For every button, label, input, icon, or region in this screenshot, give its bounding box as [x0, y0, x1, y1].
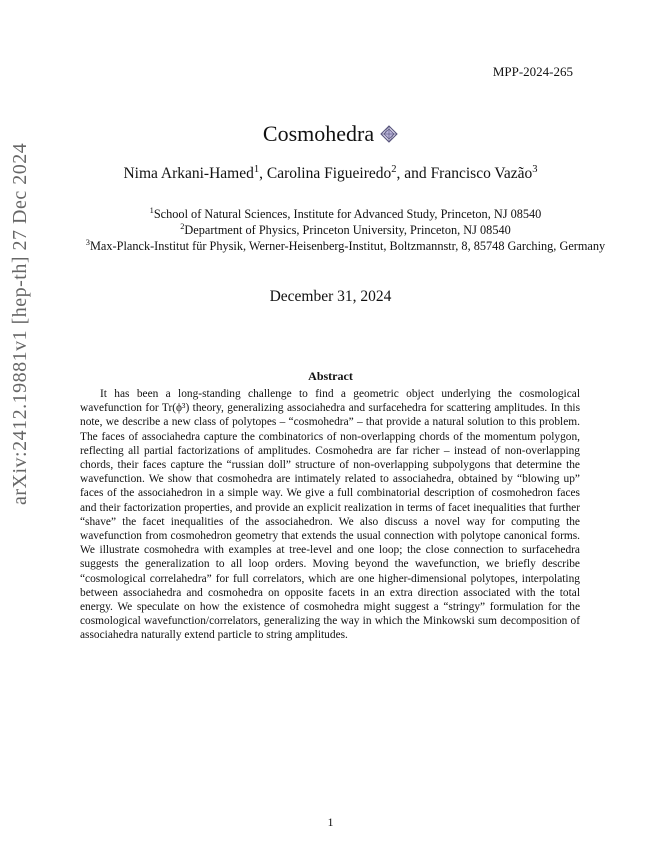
- author-name: Carolina Figueiredo: [266, 165, 392, 182]
- author-list: [0, 165, 661, 183]
- author-affiliation-marker: 1: [253, 163, 260, 175]
- paper-title: Cosmohedra: [262, 121, 375, 146]
- author-separator: , and: [396, 165, 431, 182]
- affiliation-line: [70, 206, 621, 222]
- cosmohedron-polytope-icon: [380, 125, 398, 143]
- report-number: MPP-2024-265: [492, 64, 573, 79]
- publication-date: December 31, 2024: [269, 288, 392, 305]
- affiliation-text: Max-Planck-Institut für Physik, Werner-Heisenberg-Institut, Boltzmannstr, 8, 85748 Garching, Germany: [89, 239, 606, 253]
- affiliation-marker: 1: [149, 205, 154, 215]
- affiliation-marker: 3: [85, 237, 90, 247]
- abstract-text: It has been a long-standing challenge to find a geometric object underlying the cosmological wavefunction for Tr(ϕ³) theory, generalizing associahedra and surfacehedra for scattering amplitudes. In this note, we describe a new class of polytopes – “cosmohedra” – that provide a natural solution to this problem. The faces of associahedra capture the combinatorics of non-overlapping chords of the momentum polygon, reflecting all partial factorizations of amplitudes. Cosmohedra are far richer – instead of non-overlapping chords, their faces capture the “russian doll” structure of non-overlapping subpolygons that determine the wavefunction. We show that cosmohedra are intimately related to associahedra, obtained by “blowing up” faces of the associahedron in a simple way. We give a full combinatorial description of cosmohedron faces and their factorization properties, and provide an explicit realization in terms of facet inequalities that further “shave” the facet inequalities of the associahedron. We also discuss a novel way for computing the wavefunction from cosmohedron geometry that extends the usual connection with polytope canonical forms. We illustrate cosmohedra with examples at tree-level and one loop; the close connection to surfacehedra suggests the generalization to all loop orders. Moving beyond the wavefunction, we briefly describe “cosmological correlahedra” for full correlators, which are one higher-dimensional polytopes, interpolating between associahedra and cosmohedra on opposite facets in an extra direction associated with the total energy. We speculate on how the existence of cosmohedra might suggest a “stringy” formulation for the cosmological wavefunction/correlators, generalizing the way in which the Minkowski sum decomposition of associahedra naturally extend particle to string amplitudes.: [80, 388, 580, 642]
- affiliation-marker: 2: [180, 221, 185, 231]
- affiliation-line: [70, 238, 621, 254]
- page-number: 1: [327, 815, 334, 829]
- author-affiliation-marker: 2: [391, 163, 397, 175]
- author-name: Nima Arkani-Hamed: [123, 165, 254, 182]
- affiliation-text: School of Natural Sciences, Institute for Advanced Study, Princeton, NJ 08540: [153, 207, 542, 221]
- author-separator: ,: [259, 165, 267, 182]
- arxiv-identifier: arXiv:2412.19881v1 [hep-th] 27 Dec 2024: [9, 142, 31, 505]
- author-name: Francisco Vazão: [430, 165, 533, 182]
- title-row: [0, 121, 661, 147]
- affiliation-line: [70, 222, 621, 238]
- affiliation-list: [70, 206, 621, 254]
- affiliation-text: Department of Physics, Princeton University, Princeton, NJ 08540: [184, 223, 511, 237]
- abstract-heading: Abstract: [308, 369, 353, 383]
- author-affiliation-marker: 3: [532, 163, 538, 175]
